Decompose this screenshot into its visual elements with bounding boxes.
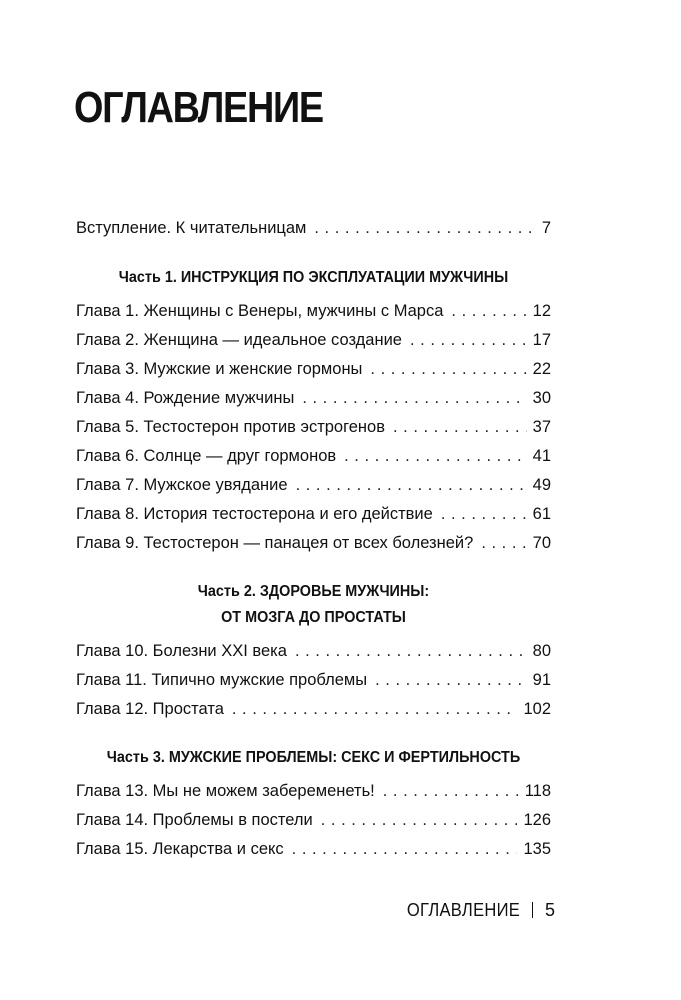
dot-leader	[451, 297, 526, 326]
dot-leader	[441, 500, 527, 529]
dot-leader	[375, 666, 527, 695]
entry-page: 22	[532, 360, 551, 378]
toc-entry-chapter-14[interactable]	[76, 806, 551, 835]
entry-title: Глава 6. Солнце — друг гормонов	[76, 447, 337, 465]
footer-page-number: 5	[544, 900, 555, 920]
entry-title: Глава 12. Простата	[76, 700, 224, 718]
dot-leader	[344, 442, 527, 471]
toc-entry-chapter-3[interactable]	[76, 355, 551, 384]
entry-page: 80	[532, 642, 551, 660]
part-heading-line: Часть 1. ИНСТРУКЦИЯ ПО ЭКСПЛУАТАЦИИ МУЖЧИНЫ	[118, 269, 509, 286]
footer-separator	[532, 902, 533, 918]
toc-entry-chapter-1[interactable]	[76, 297, 551, 326]
entry-title: Глава 1. Женщины с Венеры, мужчины с Марса	[76, 302, 444, 320]
toc-entry-chapter-15[interactable]	[76, 835, 551, 864]
dot-leader	[370, 355, 526, 384]
footer-section-title: ОГЛАВЛЕНИЕ	[406, 900, 520, 920]
dot-leader	[393, 413, 527, 442]
dot-leader	[232, 695, 518, 724]
part-heading-line: ОТ МОЗГА ДО ПРОСТАТЫ	[221, 609, 406, 626]
toc-entry-chapter-11[interactable]	[76, 666, 551, 695]
entry-page: 17	[532, 331, 551, 349]
entry-page: 12	[532, 302, 551, 320]
entry-title: Глава 5. Тестостерон против эстрогенов	[76, 418, 385, 436]
entry-page: 61	[532, 505, 551, 523]
entry-title: Глава 13. Мы не можем забеременеть!	[76, 782, 375, 800]
entry-title: Глава 11. Типично мужские проблемы	[76, 671, 368, 689]
running-footer	[397, 898, 555, 922]
dot-leader	[410, 326, 527, 355]
entry-page: 126	[523, 811, 551, 829]
entry-page: 135	[523, 840, 551, 858]
toc-entry-chapter-6[interactable]	[76, 442, 551, 471]
entry-page: 91	[532, 671, 551, 689]
part-1-heading	[100, 265, 528, 291]
dot-leader	[321, 806, 518, 835]
entry-page: 41	[532, 447, 551, 465]
part-heading-line: Часть 3. МУЖСКИЕ ПРОБЛЕМЫ: СЕКС И ФЕРТИЛЬНОСТЬ	[106, 749, 521, 766]
entry-page: 49	[532, 476, 551, 494]
toc-entry-chapter-9[interactable]	[76, 529, 551, 558]
part-3-heading	[100, 745, 528, 771]
entry-title: Глава 15. Лекарства и секс	[76, 840, 284, 858]
entry-page: 102	[523, 700, 551, 718]
entry-title: Вступление. К читательницам	[76, 219, 307, 237]
toc-entry-chapter-5[interactable]	[76, 413, 551, 442]
entry-title: Глава 4. Рождение мужчины	[76, 389, 295, 407]
part-heading-line: Часть 2. ЗДОРОВЬЕ МУЖЧИНЫ:	[197, 583, 430, 600]
dot-leader	[295, 637, 527, 666]
toc-entry-intro[interactable]	[76, 214, 551, 243]
dot-leader	[314, 214, 535, 243]
dot-leader	[383, 777, 519, 806]
dot-leader	[481, 529, 526, 558]
part-2-heading	[100, 579, 528, 631]
entry-title: Глава 14. Проблемы в постели	[76, 811, 313, 829]
dot-leader	[302, 384, 526, 413]
table-of-contents	[76, 214, 551, 864]
toc-entry-chapter-8[interactable]	[76, 500, 551, 529]
entry-page: 37	[532, 418, 551, 436]
entry-title: Глава 8. История тестостерона и его действие	[76, 505, 433, 523]
entry-title: Глава 2. Женщина — идеальное создание	[76, 331, 402, 349]
toc-entry-chapter-2[interactable]	[76, 326, 551, 355]
toc-entry-chapter-13[interactable]	[76, 777, 551, 806]
page-title: ОГЛАВЛЕНИЕ	[74, 83, 323, 132]
entry-title: Глава 7. Мужское увядание	[76, 476, 288, 494]
entry-page: 30	[532, 389, 551, 407]
toc-entry-chapter-12[interactable]	[76, 695, 551, 724]
entry-title: Глава 3. Мужские и женские гормоны	[76, 360, 363, 378]
toc-entry-chapter-4[interactable]	[76, 384, 551, 413]
entry-page: 7	[541, 219, 551, 237]
dot-leader	[292, 835, 518, 864]
dot-leader	[296, 471, 527, 500]
entry-page: 118	[524, 782, 551, 800]
toc-entry-chapter-7[interactable]	[76, 471, 551, 500]
entry-page: 70	[532, 534, 551, 552]
entry-title: Глава 10. Болезни XXI века	[76, 642, 287, 660]
toc-entry-chapter-10[interactable]	[76, 637, 551, 666]
entry-title: Глава 9. Тестостерон — панацея от всех болезней?	[76, 534, 474, 552]
